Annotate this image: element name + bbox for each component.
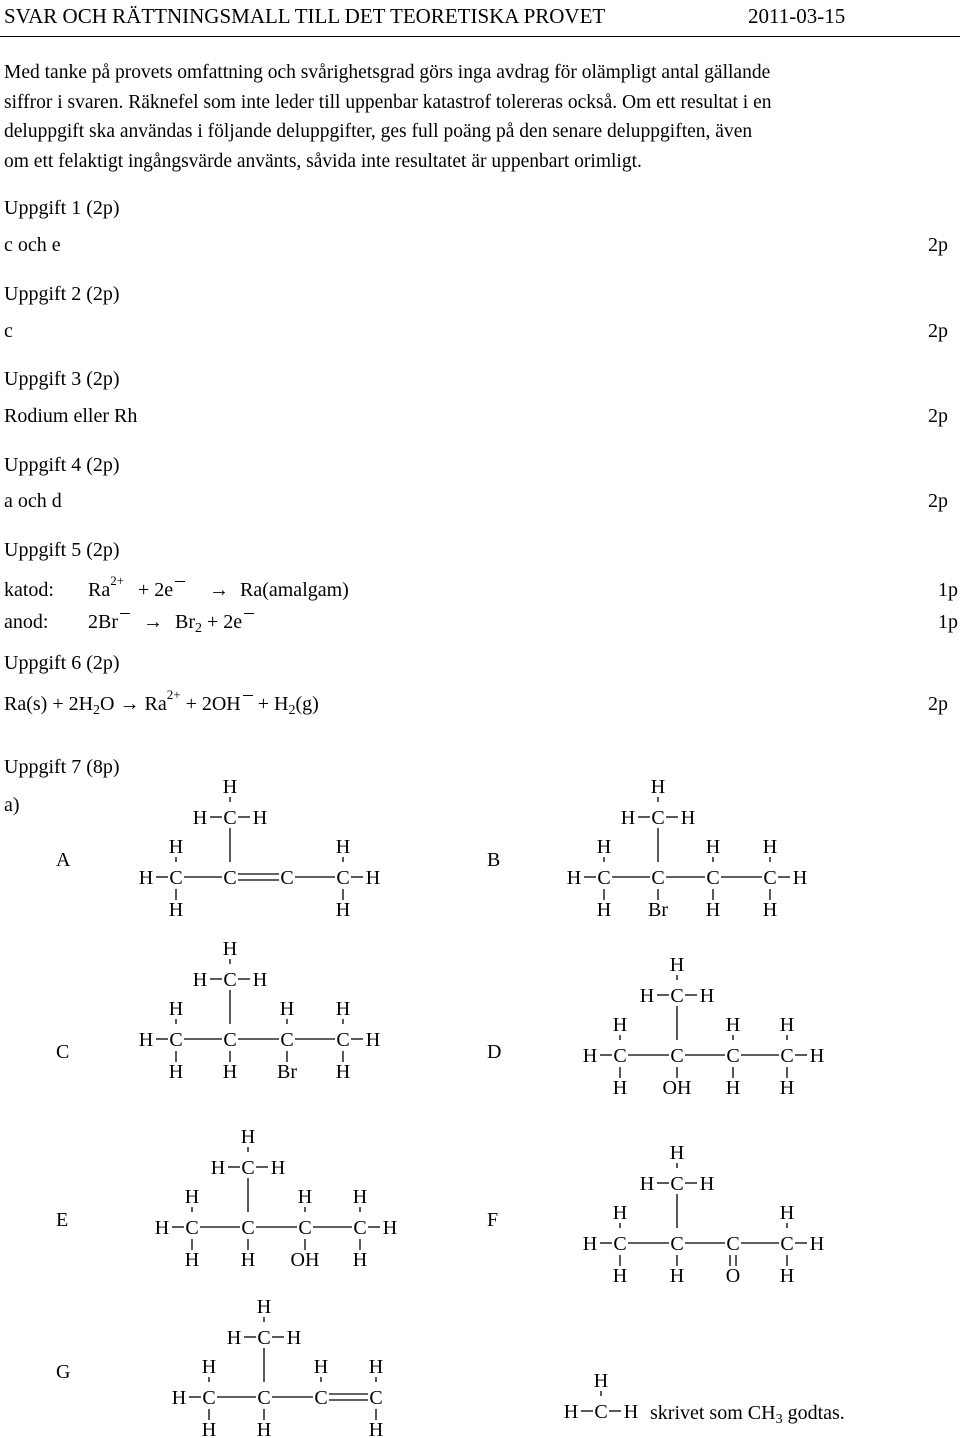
label-C: C [56, 1041, 70, 1063]
charge: 2+ [110, 573, 125, 588]
task-1-points: 2p [928, 234, 948, 256]
atom-c: C [223, 807, 237, 829]
atom-h: H [352, 1249, 368, 1271]
atom-h: H [171, 1387, 187, 1409]
atom-h: H [596, 899, 612, 921]
atom-h: H [252, 969, 268, 991]
katod-label: katod: [4, 579, 54, 601]
task-4-answer: a och d [4, 490, 62, 512]
task-3-points: 2p [928, 405, 948, 427]
atom-h: H [809, 1045, 825, 1067]
atom-c: C [223, 867, 237, 889]
atom-c: C [670, 1045, 684, 1067]
atom-h: H [192, 807, 208, 829]
atom-c: C [314, 1387, 328, 1409]
atom-h: H [612, 1202, 628, 1224]
atom-c: C [780, 1233, 794, 1255]
atom-c: C [726, 1233, 740, 1255]
atom-c: C [353, 1217, 367, 1239]
atom-c: C [223, 969, 237, 991]
atom-h: H [252, 807, 268, 829]
atom-h: H [596, 836, 612, 858]
atom-h: H [620, 807, 636, 829]
atom-h: H [680, 807, 696, 829]
charge: 2+ [166, 687, 181, 702]
atom-c: C [670, 1173, 684, 1195]
atom-c: C [185, 1217, 199, 1239]
arrow-icon: → [209, 579, 229, 601]
subscript: 2 [288, 703, 296, 718]
label-F: F [487, 1209, 499, 1231]
arrow-icon: → [119, 693, 140, 715]
atom-c: C [169, 1029, 183, 1051]
task-1-answer: c och e [4, 234, 61, 256]
atom-h: H [335, 836, 351, 858]
intro-line: deluppgift ska användas i följande deluppgifter, ges full poäng på den senare deluppgiften, även [4, 121, 753, 142]
atom-h: H [222, 938, 238, 960]
intro-line: om ett felaktigt ingångsvärde använts, såvida inte resultatet är uppenbart orimligt. [4, 150, 642, 172]
atom-h: H [612, 1014, 628, 1036]
atom-o: O [725, 1265, 741, 1287]
atom-c: C [257, 1327, 271, 1349]
atom-c: C [280, 867, 294, 889]
atom-c: C [336, 867, 350, 889]
atom-h: H [669, 1265, 685, 1287]
atom-h: H [270, 1157, 286, 1179]
atom-h: H [639, 1173, 655, 1195]
atom-c: C [706, 867, 720, 889]
atom-c: C [241, 1157, 255, 1179]
atom-h: H [138, 867, 154, 889]
atom-h: H [168, 998, 184, 1020]
atom-h: H [240, 1249, 256, 1271]
ra-ion: Ra [144, 693, 167, 715]
anod-points: 1p [938, 611, 958, 633]
atom-c: C [298, 1217, 312, 1239]
atom-h: H [699, 1173, 715, 1195]
atom-h: H [222, 776, 238, 798]
atom-h: H [138, 1029, 154, 1051]
atom-h: H [365, 1029, 381, 1051]
atom-h: H [297, 1186, 313, 1208]
document-title: SVAR OCH RÄTTNINGSMALL TILL DET TEORETISKA PROVET [4, 4, 606, 28]
subscript: 2 [195, 621, 202, 636]
atom-h: H [809, 1233, 825, 1255]
atom-h: H [792, 867, 808, 889]
atom-h: H [368, 1419, 384, 1438]
atom-h: H [382, 1217, 398, 1239]
atom-h: H [365, 867, 381, 889]
atom-h: H [705, 899, 721, 921]
atom-oh: OH [290, 1249, 320, 1271]
state: (g) [295, 693, 319, 715]
atom-h: H [762, 899, 778, 921]
atom-h: H [563, 1401, 579, 1423]
atom-c: C [202, 1387, 216, 1409]
task-2-answer: c [4, 320, 13, 342]
anod-label: anod: [4, 611, 49, 633]
intro-line: Med tanke på provets omfattning och svårighetsgrad görs inga avdrag för olämpligt antal gällande [4, 62, 771, 83]
atom-c: C [223, 1029, 237, 1051]
atom-h: H [368, 1356, 384, 1378]
atom-h: H [669, 954, 685, 976]
atom-c: C [257, 1387, 271, 1409]
atom-h: H [210, 1157, 226, 1179]
lhs-o: O [100, 693, 115, 715]
atom-h: H [226, 1327, 242, 1349]
atom-h: H [201, 1356, 217, 1378]
atom-h: H [168, 899, 184, 921]
atom-c: C [594, 1401, 608, 1423]
atom-h: H [192, 969, 208, 991]
task-4-points: 2p [928, 490, 948, 512]
task-5-heading: Uppgift 5 (2p) [4, 539, 120, 561]
ch3-note [650, 1401, 845, 1428]
katod-points: 1p [938, 579, 958, 601]
label-D: D [487, 1041, 502, 1063]
atom-h: H [168, 1061, 184, 1083]
atom-h: H [335, 899, 351, 921]
atom-c: C [169, 867, 183, 889]
task-7-heading: Uppgift 7 (8p) [4, 756, 120, 778]
atom-h: H [201, 1419, 217, 1438]
lhs: Ra(s) + 2H [4, 693, 94, 715]
atom-h: H [779, 1077, 795, 1099]
label-B: B [487, 849, 501, 871]
atom-br: Br [648, 899, 668, 921]
atom-c: C [613, 1233, 627, 1255]
atom-c: C [780, 1045, 794, 1067]
atom-h: H [593, 1370, 609, 1392]
atom-c: C [336, 1029, 350, 1051]
atom-c: C [241, 1217, 255, 1239]
atom-h: H [184, 1186, 200, 1208]
note-text: skrivet som CH [650, 1402, 776, 1424]
electron-term: + 2e [207, 611, 243, 633]
atom-c: C [280, 1029, 294, 1051]
atom-h: H [352, 1186, 368, 1208]
atom-h: H [725, 1077, 741, 1099]
oh-ion: + 2OH [185, 693, 241, 715]
task-7-part: a) [4, 794, 20, 816]
atom-c: C [670, 1233, 684, 1255]
task-1-heading: Uppgift 1 (2p) [4, 197, 120, 219]
atom-h: H [650, 776, 666, 798]
label-A: A [56, 849, 71, 871]
atom-h: H [240, 1126, 256, 1148]
label-E: E [56, 1209, 69, 1231]
atom-h: H [184, 1249, 200, 1271]
task-6-points: 2p [928, 693, 948, 715]
atom-h: H [612, 1077, 628, 1099]
task-3-answer: Rodium eller Rh [4, 405, 138, 427]
task-2-heading: Uppgift 2 (2p) [4, 283, 120, 305]
br-ion: 2Br [88, 611, 118, 633]
atom-h: H [566, 867, 582, 889]
katod-product: Ra(amalgam) [240, 579, 349, 601]
atom-h: H [256, 1419, 272, 1438]
task-2-points: 2p [928, 320, 948, 342]
h2: + H [257, 693, 289, 715]
atom-h: H [762, 836, 778, 858]
atom-c: C [651, 867, 665, 889]
atom-h: H [168, 836, 184, 858]
task-3-heading: Uppgift 3 (2p) [4, 368, 120, 390]
atom-h: H [335, 998, 351, 1020]
atom-h: H [779, 1014, 795, 1036]
atom-c: C [726, 1045, 740, 1067]
atom-h: H [779, 1202, 795, 1224]
task-4-heading: Uppgift 4 (2p) [4, 454, 120, 476]
intro-line: siffror i svaren. Räknefel som inte leder till uppenbar katastrof tolereras också. Om ett resultat i en [4, 91, 772, 113]
atom-h: H [222, 1061, 238, 1083]
atom-h: H [286, 1327, 302, 1349]
atom-h: H [582, 1045, 598, 1067]
ra-ion: Ra [88, 579, 111, 601]
subscript: 2 [93, 703, 101, 718]
atom-c: C [651, 807, 665, 829]
atom-h: H [279, 998, 295, 1020]
br2: Br [175, 611, 195, 633]
atom-c: C [597, 867, 611, 889]
atom-c: C [613, 1045, 627, 1067]
atom-h: H [335, 1061, 351, 1083]
atom-h: H [669, 1142, 685, 1164]
atom-h: H [779, 1265, 795, 1287]
arrow-icon: → [143, 611, 163, 633]
atom-oh: OH [662, 1077, 692, 1099]
subscript: 3 [775, 1412, 783, 1427]
atom-h: H [639, 985, 655, 1007]
atom-h: H [313, 1356, 329, 1378]
atom-h: H [705, 836, 721, 858]
atom-c: C [369, 1387, 383, 1409]
label-G: G [56, 1361, 71, 1383]
atom-h: H [154, 1217, 170, 1239]
task-6-heading: Uppgift 6 (2p) [4, 652, 120, 674]
atom-h: H [612, 1265, 628, 1287]
atom-c: C [670, 985, 684, 1007]
electron-term: + 2e [138, 579, 174, 601]
atom-h: H [623, 1401, 639, 1423]
document-date: 2011-03-15 [748, 4, 846, 28]
note-end: godtas. [782, 1402, 845, 1424]
atom-h: H [699, 985, 715, 1007]
atom-c: C [763, 867, 777, 889]
atom-br: Br [277, 1061, 297, 1083]
atom-h: H [582, 1233, 598, 1255]
atom-h: H [725, 1014, 741, 1036]
atom-h: H [256, 1296, 272, 1318]
